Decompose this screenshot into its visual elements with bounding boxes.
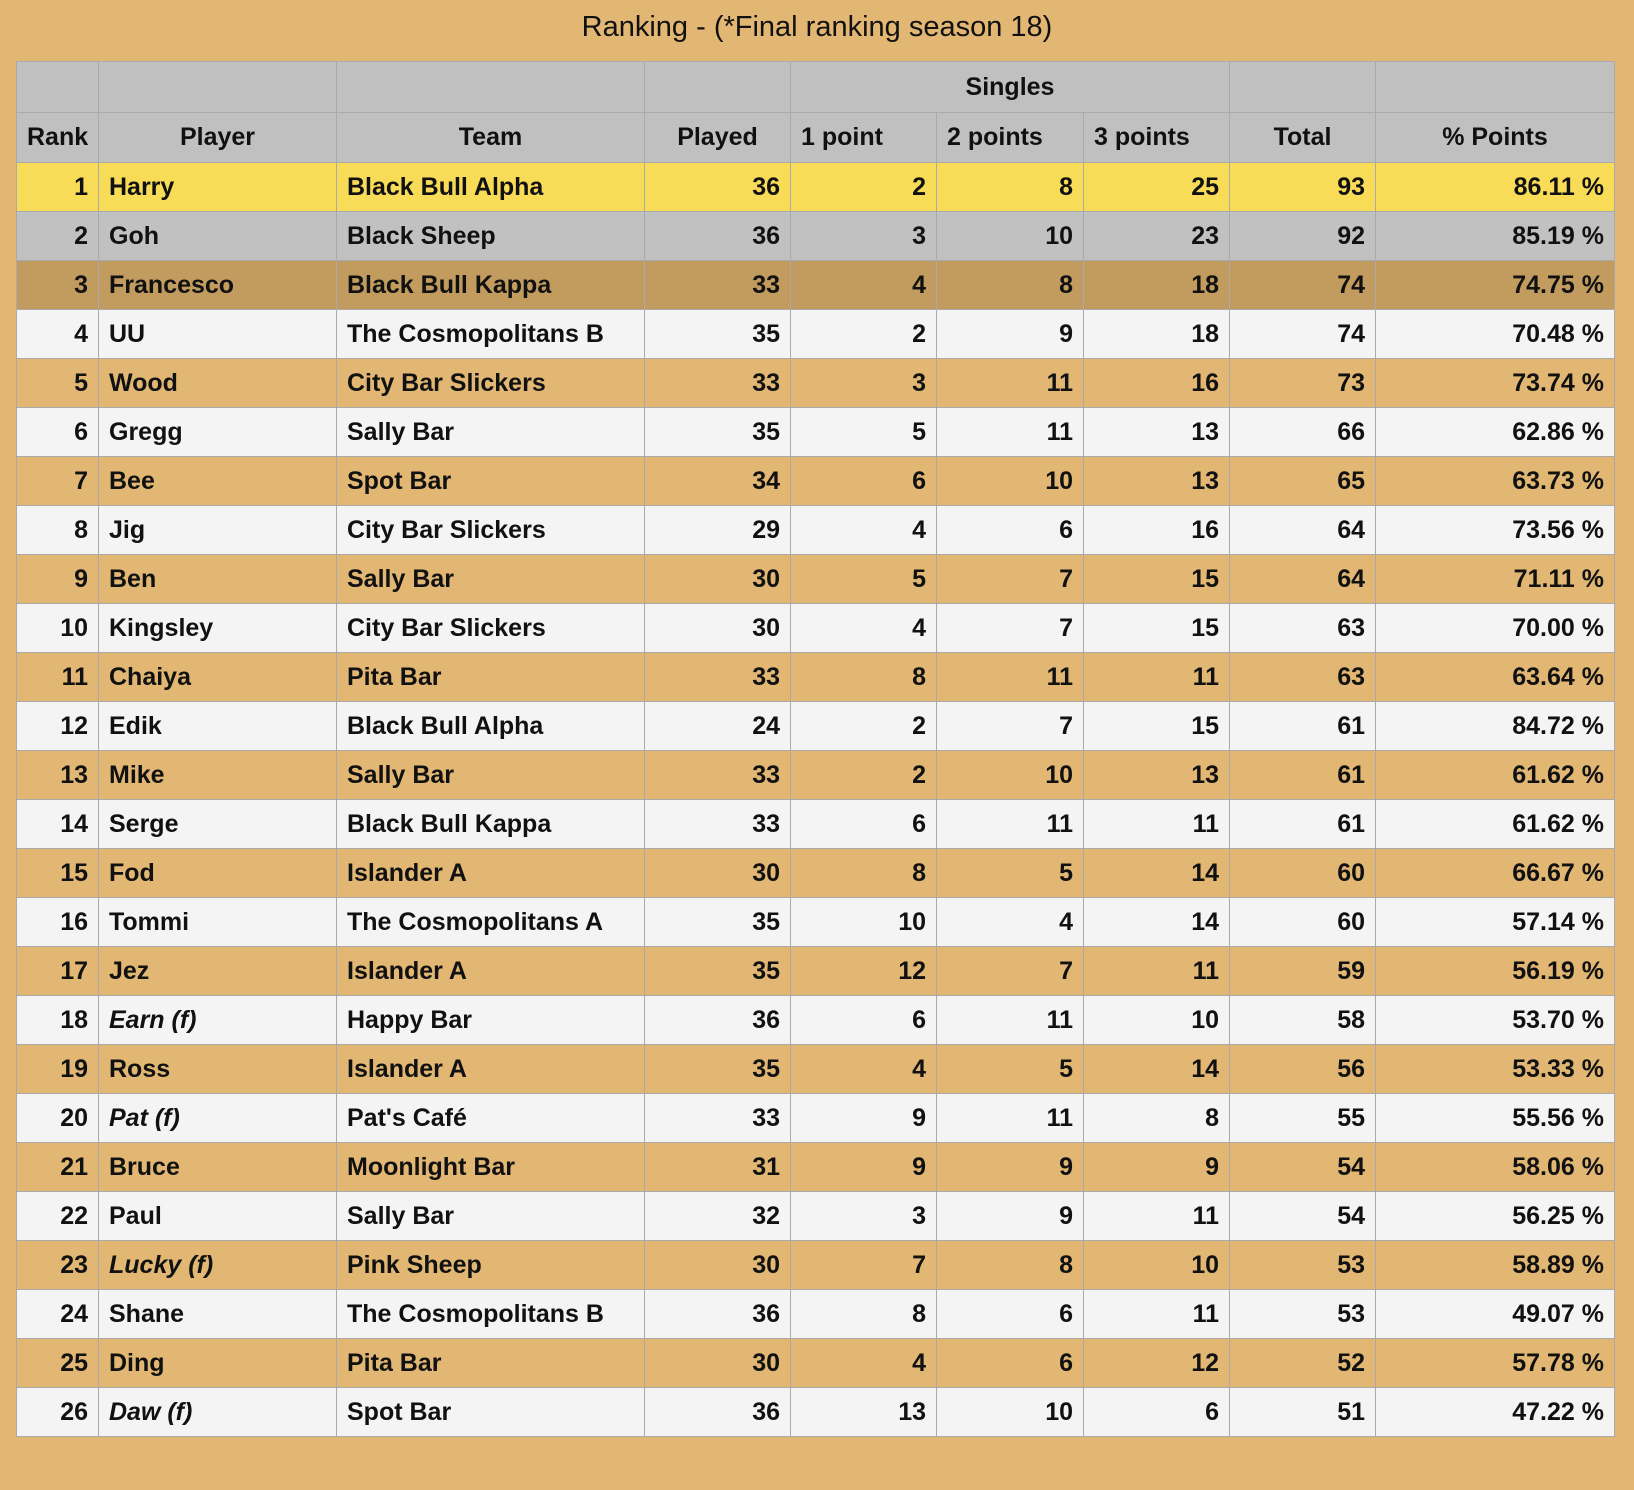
table-row[interactable] [17,653,1615,702]
cell-pct-points: 85.19 % [1376,212,1615,261]
cell-total: 63 [1230,604,1376,653]
cell-3-points: 13 [1084,457,1230,506]
cell-2-points: 4 [937,898,1084,947]
cell-played: 30 [645,849,791,898]
cell-team: Pita Bar [337,653,645,702]
cell-rank: 21 [17,1143,99,1192]
cell-rank: 5 [17,359,99,408]
cell-1-point: 2 [791,310,937,359]
cell-3-points: 11 [1084,947,1230,996]
cell-2-points: 6 [937,1290,1084,1339]
cell-team: Islander A [337,1045,645,1094]
cell-rank: 17 [17,947,99,996]
cell-2-points: 9 [937,1143,1084,1192]
cell-played: 33 [645,751,791,800]
table-row[interactable] [17,408,1615,457]
cell-player: Kingsley [99,604,337,653]
cell-pct-points: 71.11 % [1376,555,1615,604]
cell-pct-points: 53.33 % [1376,1045,1615,1094]
table-row[interactable] [17,1143,1615,1192]
cell-team: The Cosmopolitans B [337,1290,645,1339]
cell-played: 32 [645,1192,791,1241]
cell-2-points: 8 [937,163,1084,212]
cell-total: 64 [1230,506,1376,555]
cell-player: UU [99,310,337,359]
cell-2-points: 6 [937,1339,1084,1388]
column-header-3-points[interactable]: 3 points [1084,113,1230,163]
cell-1-point: 12 [791,947,937,996]
cell-total: 74 [1230,261,1376,310]
cell-3-points: 11 [1084,1290,1230,1339]
cell-player: Wood [99,359,337,408]
cell-played: 33 [645,800,791,849]
cell-player: Ross [99,1045,337,1094]
cell-played: 36 [645,212,791,261]
cell-total: 55 [1230,1094,1376,1143]
cell-rank: 23 [17,1241,99,1290]
cell-rank: 20 [17,1094,99,1143]
cell-1-point: 3 [791,1192,937,1241]
cell-total: 56 [1230,1045,1376,1094]
column-header-rank[interactable]: Rank [17,113,99,163]
cell-1-point: 9 [791,1143,937,1192]
cell-2-points: 11 [937,800,1084,849]
cell-team: City Bar Slickers [337,359,645,408]
cell-rank: 16 [17,898,99,947]
cell-team: Moonlight Bar [337,1143,645,1192]
cell-team: Black Sheep [337,212,645,261]
cell-player: Harry [99,163,337,212]
cell-2-points: 10 [937,212,1084,261]
cell-team: The Cosmopolitans B [337,310,645,359]
cell-2-points: 5 [937,849,1084,898]
cell-total: 73 [1230,359,1376,408]
cell-3-points: 11 [1084,1192,1230,1241]
cell-3-points: 14 [1084,898,1230,947]
cell-player: Edik [99,702,337,751]
cell-3-points: 15 [1084,702,1230,751]
cell-pct-points: 53.70 % [1376,996,1615,1045]
cell-rank: 8 [17,506,99,555]
cell-2-points: 7 [937,555,1084,604]
cell-2-points: 8 [937,1241,1084,1290]
cell-total: 65 [1230,457,1376,506]
cell-2-points: 5 [937,1045,1084,1094]
table-row[interactable] [17,310,1615,359]
cell-2-points: 11 [937,1094,1084,1143]
cell-1-point: 4 [791,1045,937,1094]
cell-player: Paul [99,1192,337,1241]
cell-3-points: 6 [1084,1388,1230,1437]
cell-2-points: 9 [937,1192,1084,1241]
cell-3-points: 13 [1084,751,1230,800]
page-title: Ranking - (*Final ranking season 18) [581,11,1053,43]
cell-1-point: 6 [791,457,937,506]
cell-team: Spot Bar [337,1388,645,1437]
table-row[interactable] [17,1388,1615,1437]
cell-pct-points: 56.19 % [1376,947,1615,996]
cell-pct-points: 62.86 % [1376,408,1615,457]
cell-rank: 24 [17,1290,99,1339]
cell-total: 61 [1230,751,1376,800]
cell-played: 24 [645,702,791,751]
cell-pct-points: 49.07 % [1376,1290,1615,1339]
cell-total: 60 [1230,849,1376,898]
table-row[interactable] [17,1045,1615,1094]
group-header-empty [17,62,99,113]
cell-pct-points: 57.14 % [1376,898,1615,947]
cell-rank: 19 [17,1045,99,1094]
cell-team: Pat's Café [337,1094,645,1143]
cell-player: Mike [99,751,337,800]
cell-2-points: 11 [937,996,1084,1045]
cell-played: 36 [645,1388,791,1437]
cell-pct-points: 86.11 % [1376,163,1615,212]
cell-total: 52 [1230,1339,1376,1388]
cell-rank: 11 [17,653,99,702]
singles-group-header: Singles [791,62,1230,113]
table-row[interactable] [17,751,1615,800]
group-header-empty [1230,62,1376,113]
cell-player: Pat (f) [99,1094,337,1143]
cell-1-point: 2 [791,702,937,751]
cell-2-points: 10 [937,457,1084,506]
cell-player: Daw (f) [99,1388,337,1437]
cell-team: Sally Bar [337,751,645,800]
cell-3-points: 11 [1084,800,1230,849]
cell-2-points: 10 [937,751,1084,800]
cell-3-points: 9 [1084,1143,1230,1192]
cell-total: 64 [1230,555,1376,604]
table-row[interactable] [17,212,1615,261]
cell-2-points: 11 [937,408,1084,457]
cell-pct-points: 56.25 % [1376,1192,1615,1241]
cell-1-point: 6 [791,996,937,1045]
group-header-row [17,62,1615,113]
cell-2-points: 11 [937,653,1084,702]
cell-played: 30 [645,555,791,604]
cell-3-points: 10 [1084,996,1230,1045]
cell-played: 35 [645,947,791,996]
cell-player: Francesco [99,261,337,310]
cell-team: Islander A [337,849,645,898]
cell-pct-points: 58.06 % [1376,1143,1615,1192]
cell-player: Bruce [99,1143,337,1192]
cell-2-points: 7 [937,947,1084,996]
cell-player: Jez [99,947,337,996]
cell-played: 35 [645,408,791,457]
cell-rank: 6 [17,408,99,457]
table-row[interactable] [17,359,1615,408]
cell-3-points: 11 [1084,653,1230,702]
cell-played: 35 [645,1045,791,1094]
cell-3-points: 14 [1084,1045,1230,1094]
cell-pct-points: 57.78 % [1376,1339,1615,1388]
ranking-rows [17,163,1615,1437]
cell-3-points: 15 [1084,604,1230,653]
cell-team: Pink Sheep [337,1241,645,1290]
cell-pct-points: 58.89 % [1376,1241,1615,1290]
cell-2-points: 7 [937,604,1084,653]
cell-played: 34 [645,457,791,506]
cell-pct-points: 47.22 % [1376,1388,1615,1437]
cell-1-point: 2 [791,163,937,212]
cell-total: 63 [1230,653,1376,702]
cell-pct-points: 70.00 % [1376,604,1615,653]
cell-1-point: 10 [791,898,937,947]
cell-played: 33 [645,653,791,702]
cell-1-point: 8 [791,1290,937,1339]
cell-team: Sally Bar [337,555,645,604]
cell-total: 93 [1230,163,1376,212]
cell-team: Islander A [337,947,645,996]
cell-1-point: 9 [791,1094,937,1143]
cell-total: 51 [1230,1388,1376,1437]
table-row[interactable] [17,1339,1615,1388]
cell-player: Ben [99,555,337,604]
table-row[interactable] [17,1192,1615,1241]
table-row[interactable] [17,849,1615,898]
ranking-table [16,61,1615,1437]
cell-pct-points: 61.62 % [1376,800,1615,849]
cell-player: Chaiya [99,653,337,702]
cell-player: Tommi [99,898,337,947]
table-row[interactable] [17,1290,1615,1339]
cell-played: 31 [645,1143,791,1192]
cell-team: Happy Bar [337,996,645,1045]
cell-total: 58 [1230,996,1376,1045]
column-header-player[interactable]: Player [99,113,337,163]
cell-rank: 10 [17,604,99,653]
cell-played: 30 [645,1339,791,1388]
cell-rank: 12 [17,702,99,751]
column-header-team[interactable]: Team [337,113,645,163]
cell-3-points: 18 [1084,310,1230,359]
cell-total: 53 [1230,1290,1376,1339]
cell-player: Bee [99,457,337,506]
cell-pct-points: 73.74 % [1376,359,1615,408]
cell-team: Black Bull Alpha [337,702,645,751]
cell-played: 35 [645,310,791,359]
column-header-row [17,113,1615,163]
cell-3-points: 8 [1084,1094,1230,1143]
cell-player: Earn (f) [99,996,337,1045]
cell-total: 92 [1230,212,1376,261]
group-header-empty [337,62,645,113]
cell-total: 61 [1230,800,1376,849]
cell-rank: 4 [17,310,99,359]
cell-team: Pita Bar [337,1339,645,1388]
cell-pct-points: 55.56 % [1376,1094,1615,1143]
cell-player: Serge [99,800,337,849]
group-header-empty [99,62,337,113]
cell-rank: 25 [17,1339,99,1388]
table-row[interactable] [17,506,1615,555]
cell-player: Goh [99,212,337,261]
cell-2-points: 10 [937,1388,1084,1437]
column-header-total[interactable]: Total [1230,113,1376,163]
cell-2-points: 9 [937,310,1084,359]
cell-team: Black Bull Alpha [337,163,645,212]
cell-total: 54 [1230,1143,1376,1192]
cell-team: The Cosmopolitans A [337,898,645,947]
cell-team: Sally Bar [337,408,645,457]
cell-total: 53 [1230,1241,1376,1290]
cell-total: 66 [1230,408,1376,457]
group-header-empty [645,62,791,113]
cell-2-points: 7 [937,702,1084,751]
cell-1-point: 8 [791,653,937,702]
cell-team: City Bar Slickers [337,604,645,653]
table-row[interactable] [17,163,1615,212]
cell-rank: 13 [17,751,99,800]
cell-team: Spot Bar [337,457,645,506]
cell-3-points: 13 [1084,408,1230,457]
cell-1-point: 8 [791,849,937,898]
cell-1-point: 7 [791,1241,937,1290]
cell-1-point: 5 [791,408,937,457]
cell-3-points: 12 [1084,1339,1230,1388]
cell-1-point: 4 [791,1339,937,1388]
cell-rank: 2 [17,212,99,261]
cell-played: 36 [645,996,791,1045]
cell-played: 33 [645,359,791,408]
cell-3-points: 25 [1084,163,1230,212]
table-row[interactable] [17,604,1615,653]
cell-total: 74 [1230,310,1376,359]
column-header-pct-points[interactable]: % Points [1376,113,1615,163]
cell-played: 33 [645,1094,791,1143]
table-row[interactable] [17,1241,1615,1290]
cell-pct-points: 73.56 % [1376,506,1615,555]
column-header-1-point[interactable]: 1 point [791,113,937,163]
cell-played: 36 [645,163,791,212]
table-row[interactable] [17,555,1615,604]
cell-total: 59 [1230,947,1376,996]
cell-played: 30 [645,604,791,653]
cell-3-points: 10 [1084,1241,1230,1290]
cell-2-points: 8 [937,261,1084,310]
cell-player: Fod [99,849,337,898]
cell-1-point: 2 [791,751,937,800]
cell-rank: 7 [17,457,99,506]
cell-pct-points: 66.67 % [1376,849,1615,898]
table-row[interactable] [17,702,1615,751]
table-row[interactable] [17,996,1615,1045]
cell-total: 61 [1230,702,1376,751]
table-row[interactable] [17,898,1615,947]
cell-total: 54 [1230,1192,1376,1241]
cell-pct-points: 63.64 % [1376,653,1615,702]
cell-player: Gregg [99,408,337,457]
table-row[interactable] [17,800,1615,849]
cell-3-points: 14 [1084,849,1230,898]
cell-1-point: 13 [791,1388,937,1437]
cell-1-point: 3 [791,359,937,408]
cell-rank: 22 [17,1192,99,1241]
table-row[interactable] [17,947,1615,996]
cell-3-points: 23 [1084,212,1230,261]
cell-player: Shane [99,1290,337,1339]
cell-team: City Bar Slickers [337,506,645,555]
cell-3-points: 16 [1084,359,1230,408]
cell-played: 33 [645,261,791,310]
cell-team: Black Bull Kappa [337,800,645,849]
cell-player: Jig [99,506,337,555]
cell-played: 36 [645,1290,791,1339]
cell-rank: 15 [17,849,99,898]
cell-pct-points: 63.73 % [1376,457,1615,506]
cell-rank: 14 [17,800,99,849]
column-header-2-points[interactable]: 2 points [937,113,1084,163]
cell-pct-points: 61.62 % [1376,751,1615,800]
cell-played: 29 [645,506,791,555]
cell-rank: 26 [17,1388,99,1437]
cell-pct-points: 84.72 % [1376,702,1615,751]
cell-player: Lucky (f) [99,1241,337,1290]
cell-1-point: 4 [791,604,937,653]
table-row[interactable] [17,1094,1615,1143]
cell-1-point: 5 [791,555,937,604]
cell-player: Ding [99,1339,337,1388]
table-row[interactable] [17,457,1615,506]
cell-2-points: 6 [937,506,1084,555]
cell-rank: 18 [17,996,99,1045]
cell-3-points: 15 [1084,555,1230,604]
cell-played: 30 [645,1241,791,1290]
table-row[interactable] [17,261,1615,310]
cell-3-points: 16 [1084,506,1230,555]
cell-total: 60 [1230,898,1376,947]
cell-2-points: 11 [937,359,1084,408]
cell-1-point: 3 [791,212,937,261]
cell-rank: 1 [17,163,99,212]
cell-team: Sally Bar [337,1192,645,1241]
cell-pct-points: 74.75 % [1376,261,1615,310]
group-header-empty [1376,62,1615,113]
cell-pct-points: 70.48 % [1376,310,1615,359]
cell-1-point: 6 [791,800,937,849]
cell-team: Black Bull Kappa [337,261,645,310]
cell-rank: 3 [17,261,99,310]
cell-3-points: 18 [1084,261,1230,310]
cell-1-point: 4 [791,261,937,310]
cell-1-point: 4 [791,506,937,555]
cell-rank: 9 [17,555,99,604]
cell-played: 35 [645,898,791,947]
column-header-played[interactable]: Played [645,113,791,163]
